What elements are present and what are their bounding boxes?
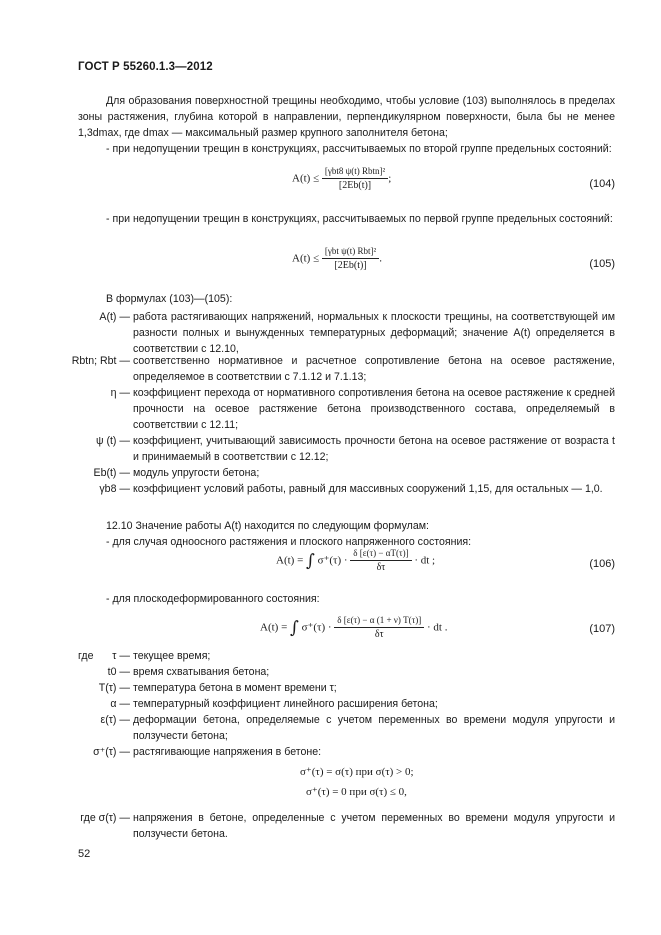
definition-text: температурный коэффициент линейного расширения бетона; [133,698,438,710]
integrand: σ⁺(τ) · [301,621,332,634]
fraction-denominator: [2Eb(t)] [334,260,367,271]
fraction-numerator: δ [ε(τ) − α (1 + ν) T(τ)] [334,615,424,628]
formula-105 [292,246,382,272]
definition-text: работа растягивающих напряжений, нормальных к плоскости трещины, на соответствующей им разности полных и вынужденных температурных деформаций; значение A(t) определяется в соответствии с 12.10, [133,311,615,355]
case-second-group: - при недопущении трещин в конструкциях, рассчитываемых по второй группе предельных состояний: [106,143,612,155]
section-12-10: 12.10 Значение работы A(t) находится по следующим формулам: [106,520,429,532]
page-number: 52 [78,848,91,860]
definition-symbol: ψ (t) — [95,435,130,447]
definition-symbol: ε(τ) — [100,714,130,726]
definition-text: деформации бетона, определяемые с учетом переменных во времени модуля упругости и ползучести бетона; [133,714,615,742]
definition-text: коэффициент условий работы, равный для массивных сооружений 1,15, для остальных — 1,0. [133,483,603,495]
fraction-denominator: δτ [374,629,384,640]
definition-symbol: Eb(t) — [93,467,130,479]
fraction-numerator: [γbt ψ(t) Rbt]² [322,246,379,259]
definition-text: модуль упругости бетона; [133,467,260,479]
integrand: σ⁺(τ) · [317,554,348,567]
definition-text: напряжения в бетоне, определенные с учетом переменных во времени модуля упругости и ползучести бетона. [133,812,615,840]
definition-symbol: T(τ) — [98,682,130,694]
definition-text: текущее время; [133,650,211,662]
fraction [322,166,388,192]
equation-number-104: (104) [589,178,615,190]
definition-symbol: A(t) — [99,311,130,323]
definition-symbol: где σ(τ) — [80,812,130,824]
fraction [350,548,411,574]
definition-text: растягивающие напряжения в бетоне: [133,746,322,758]
definition-text: время схватывания бетона; [133,666,270,678]
formula-lhs: A(t) = [276,554,304,567]
intro-paragraph: Для образования поверхностной трещины необходимо, чтобы условие (103) выполнялось в пределах зоны растяжения, глубина которой в направлении, перпендикулярном поверхности, была бы не менее 1,3dmax, где dmax — максимальный размер крупного заполнителя бетона; [78,95,615,139]
formula-106 [276,548,435,574]
formula-107 [260,615,447,641]
integral-sign: ∫ [306,551,315,571]
definition-symbol: σ⁺(τ) — [93,746,130,758]
fraction-numerator: [γbt8 ψ(t) Rbtn]² [322,166,388,179]
where-label: где [78,650,94,662]
definition-symbol: γb8 — [99,483,130,495]
equation-number-105: (105) [589,258,615,270]
fraction-numerator: δ [ε(τ) − αT(τ)] [350,548,411,561]
condition-positive: σ⁺(τ) = σ(τ) при σ(τ) > 0; [300,766,414,778]
fraction [322,246,379,272]
definition-text: соответственно нормативное и расчетное сопротивление бетона на осевое растяжение, определяемое в соответствии с 7.1.12 и 7.1.13; [133,355,615,383]
formula-tail: ; [388,172,392,185]
integral-sign: ∫ [290,618,299,638]
case-uniaxial: - для случая одноосного растяжения и плоского напряженного состояния: [106,536,472,548]
formula-tail: · dt ; [414,554,436,567]
formula-lhs: A(t) ≤ [292,172,320,185]
fraction [334,615,424,641]
definition-symbol: τ — [112,650,130,662]
equation-number-107: (107) [589,623,615,635]
formula-tail: . [379,252,382,265]
case-plane-strain: - для плоскодеформированного состояния: [106,593,320,605]
equation-number-106: (106) [589,558,615,570]
definition-symbol: Rbtn; Rbt — [71,355,130,367]
document-header: ГОСТ Р 55260.1.3—2012 [78,61,213,73]
definition-symbol: η — [110,387,130,399]
condition-nonpositive: σ⁺(τ) = 0 при σ(τ) ≤ 0, [306,786,407,798]
fraction-denominator: δτ [376,562,386,573]
fraction-denominator: [2Eb(t)] [338,180,372,191]
definition-text: коэффициент перехода от нормативного сопротивления бетона на осевое растяжение к средней прочности на осевое растяжение бетона производственного состава, определяемый в соответствии с 12.11; [133,387,615,431]
definition-text: температура бетона в момент времени τ; [133,682,337,694]
formula-lhs: A(t) ≤ [292,252,320,265]
definition-symbol: t0 — [107,666,130,678]
formula-lhs: A(t) = [260,621,288,634]
definition-symbol: α — [110,698,130,710]
formula-104 [292,166,391,192]
definition-text: коэффициент, учитывающий зависимость прочности бетона на осевое растяжение от возраста t и принимаемый в соответствии с 12.12; [133,435,615,463]
case-first-group: - при недопущении трещин в конструкциях, рассчитываемых по первой группе предельных состояний: [106,213,613,225]
formula-tail: · dt . [426,621,448,634]
formulas-intro: В формулах (103)—(105): [106,293,233,305]
